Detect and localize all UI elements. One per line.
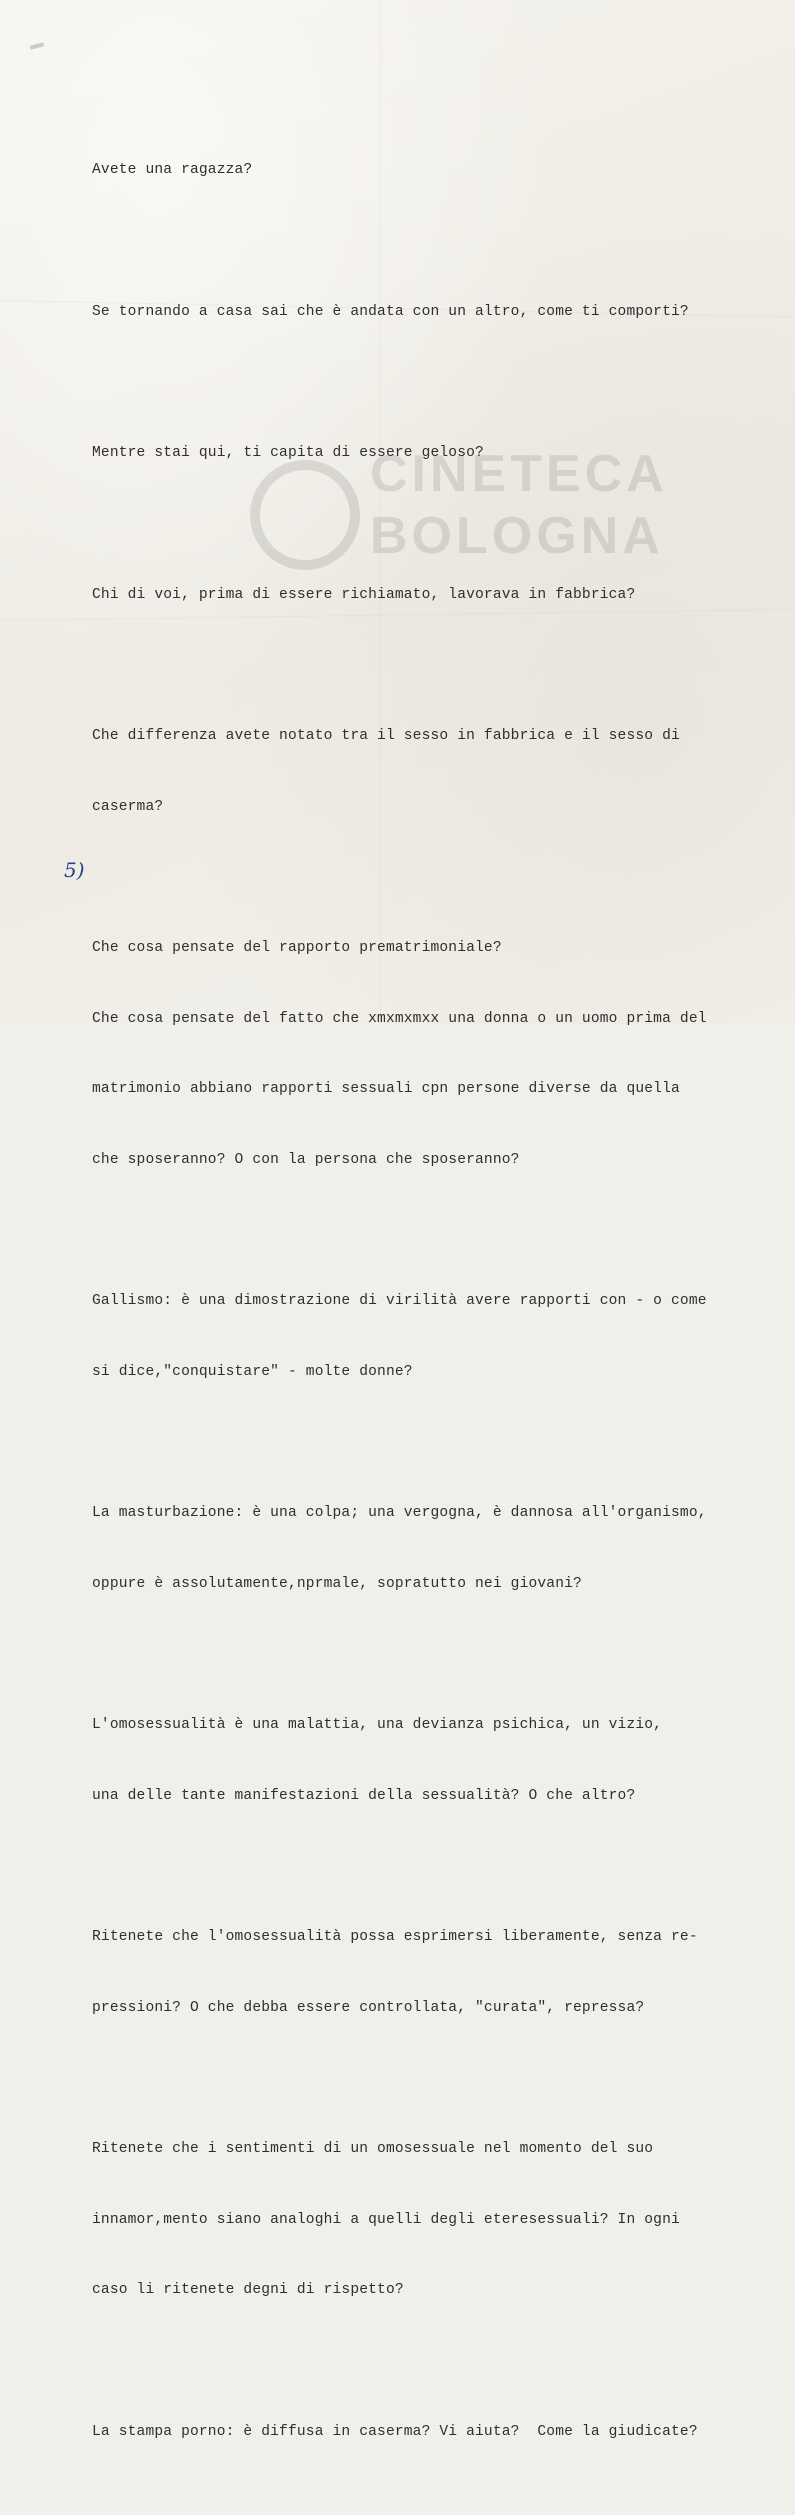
question-line: Ritenete che l'omosessualità possa esprimersi liberamente, senza re-	[92, 1929, 698, 1945]
question-10	[92, 1879, 772, 2067]
handwritten-margin-note: 5)	[64, 858, 85, 882]
question-line: Che differenza avete notato tra il sesso in fabbrica e il sesso di	[92, 728, 680, 744]
question-line: Ritenete che i sentimenti di un omosessuale nel momento del suo	[92, 2141, 654, 2157]
staple-mark	[30, 42, 45, 49]
question-line: Avete una ragazza?	[92, 162, 253, 178]
question-line: oppure è assolutamente,nprmale, sopratutto nei giovani?	[92, 1575, 582, 1592]
question-2	[92, 254, 772, 372]
question-line: Chi di voi, prima di essere richiamato, lavorava in fabbrica?	[92, 586, 636, 603]
question-line: una delle tante manifestazioni della sessualità? O che altro?	[92, 1787, 636, 1804]
typewritten-questionnaire	[92, 112, 772, 2515]
question-9	[92, 1667, 772, 1855]
question-12	[92, 2374, 772, 2492]
question-7	[92, 1243, 772, 1431]
question-1	[92, 112, 772, 230]
question-line: si dice,"conquistare" - molte donne?	[92, 1363, 413, 1380]
question-line: Se tornando a casa sai che è andata con un altro, come ti comporti?	[92, 303, 689, 320]
question-6	[92, 890, 772, 1219]
question-line: caso li ritenete degni di rispetto?	[92, 2282, 404, 2298]
question-line: Mentre stai qui, ti capita di essere geloso?	[92, 445, 484, 461]
question-line: matrimonio abbiano rapporti sessuali cpn persone diverse da quella	[92, 1081, 680, 1097]
question-line: L'omosessualità è una malattia, una devianza psichica, un vizio,	[92, 1717, 663, 1733]
question-line: pressioni? O che debba essere controllata, "curata", repressa?	[92, 1999, 645, 2016]
watermark-line-1: CINETECA	[370, 445, 668, 503]
question-line: Che cosa pensate del fatto che xmxmxmxx una donna o un uomo prima del	[92, 1010, 707, 1027]
question-line: che sposeranno? O con la persona che sposeranno?	[92, 1151, 520, 1168]
question-4	[92, 537, 772, 655]
question-11	[92, 2091, 772, 2350]
question-line: Che cosa pensate del rapporto prematrimoniale?	[92, 940, 502, 956]
watermark-line-2: BOLOGNA	[370, 507, 664, 565]
question-line: La stampa porno: è diffusa in caserma? Vi aiuta? Come la giudicate?	[92, 2423, 698, 2440]
question-8	[92, 1455, 772, 1643]
question-line: innamor,mento siano analoghi a quelli degli eteresessuali? In ogni	[92, 2211, 680, 2228]
question-line: La masturbazione: è una colpa; una vergogna, è dannosa all'organismo,	[92, 1505, 707, 1521]
question-line: Gallismo: è una dimostrazione di virilità avere rapporti con - o come	[92, 1293, 707, 1309]
question-5	[92, 678, 772, 866]
question-line: caserma?	[92, 798, 164, 815]
question-3	[92, 395, 772, 513]
